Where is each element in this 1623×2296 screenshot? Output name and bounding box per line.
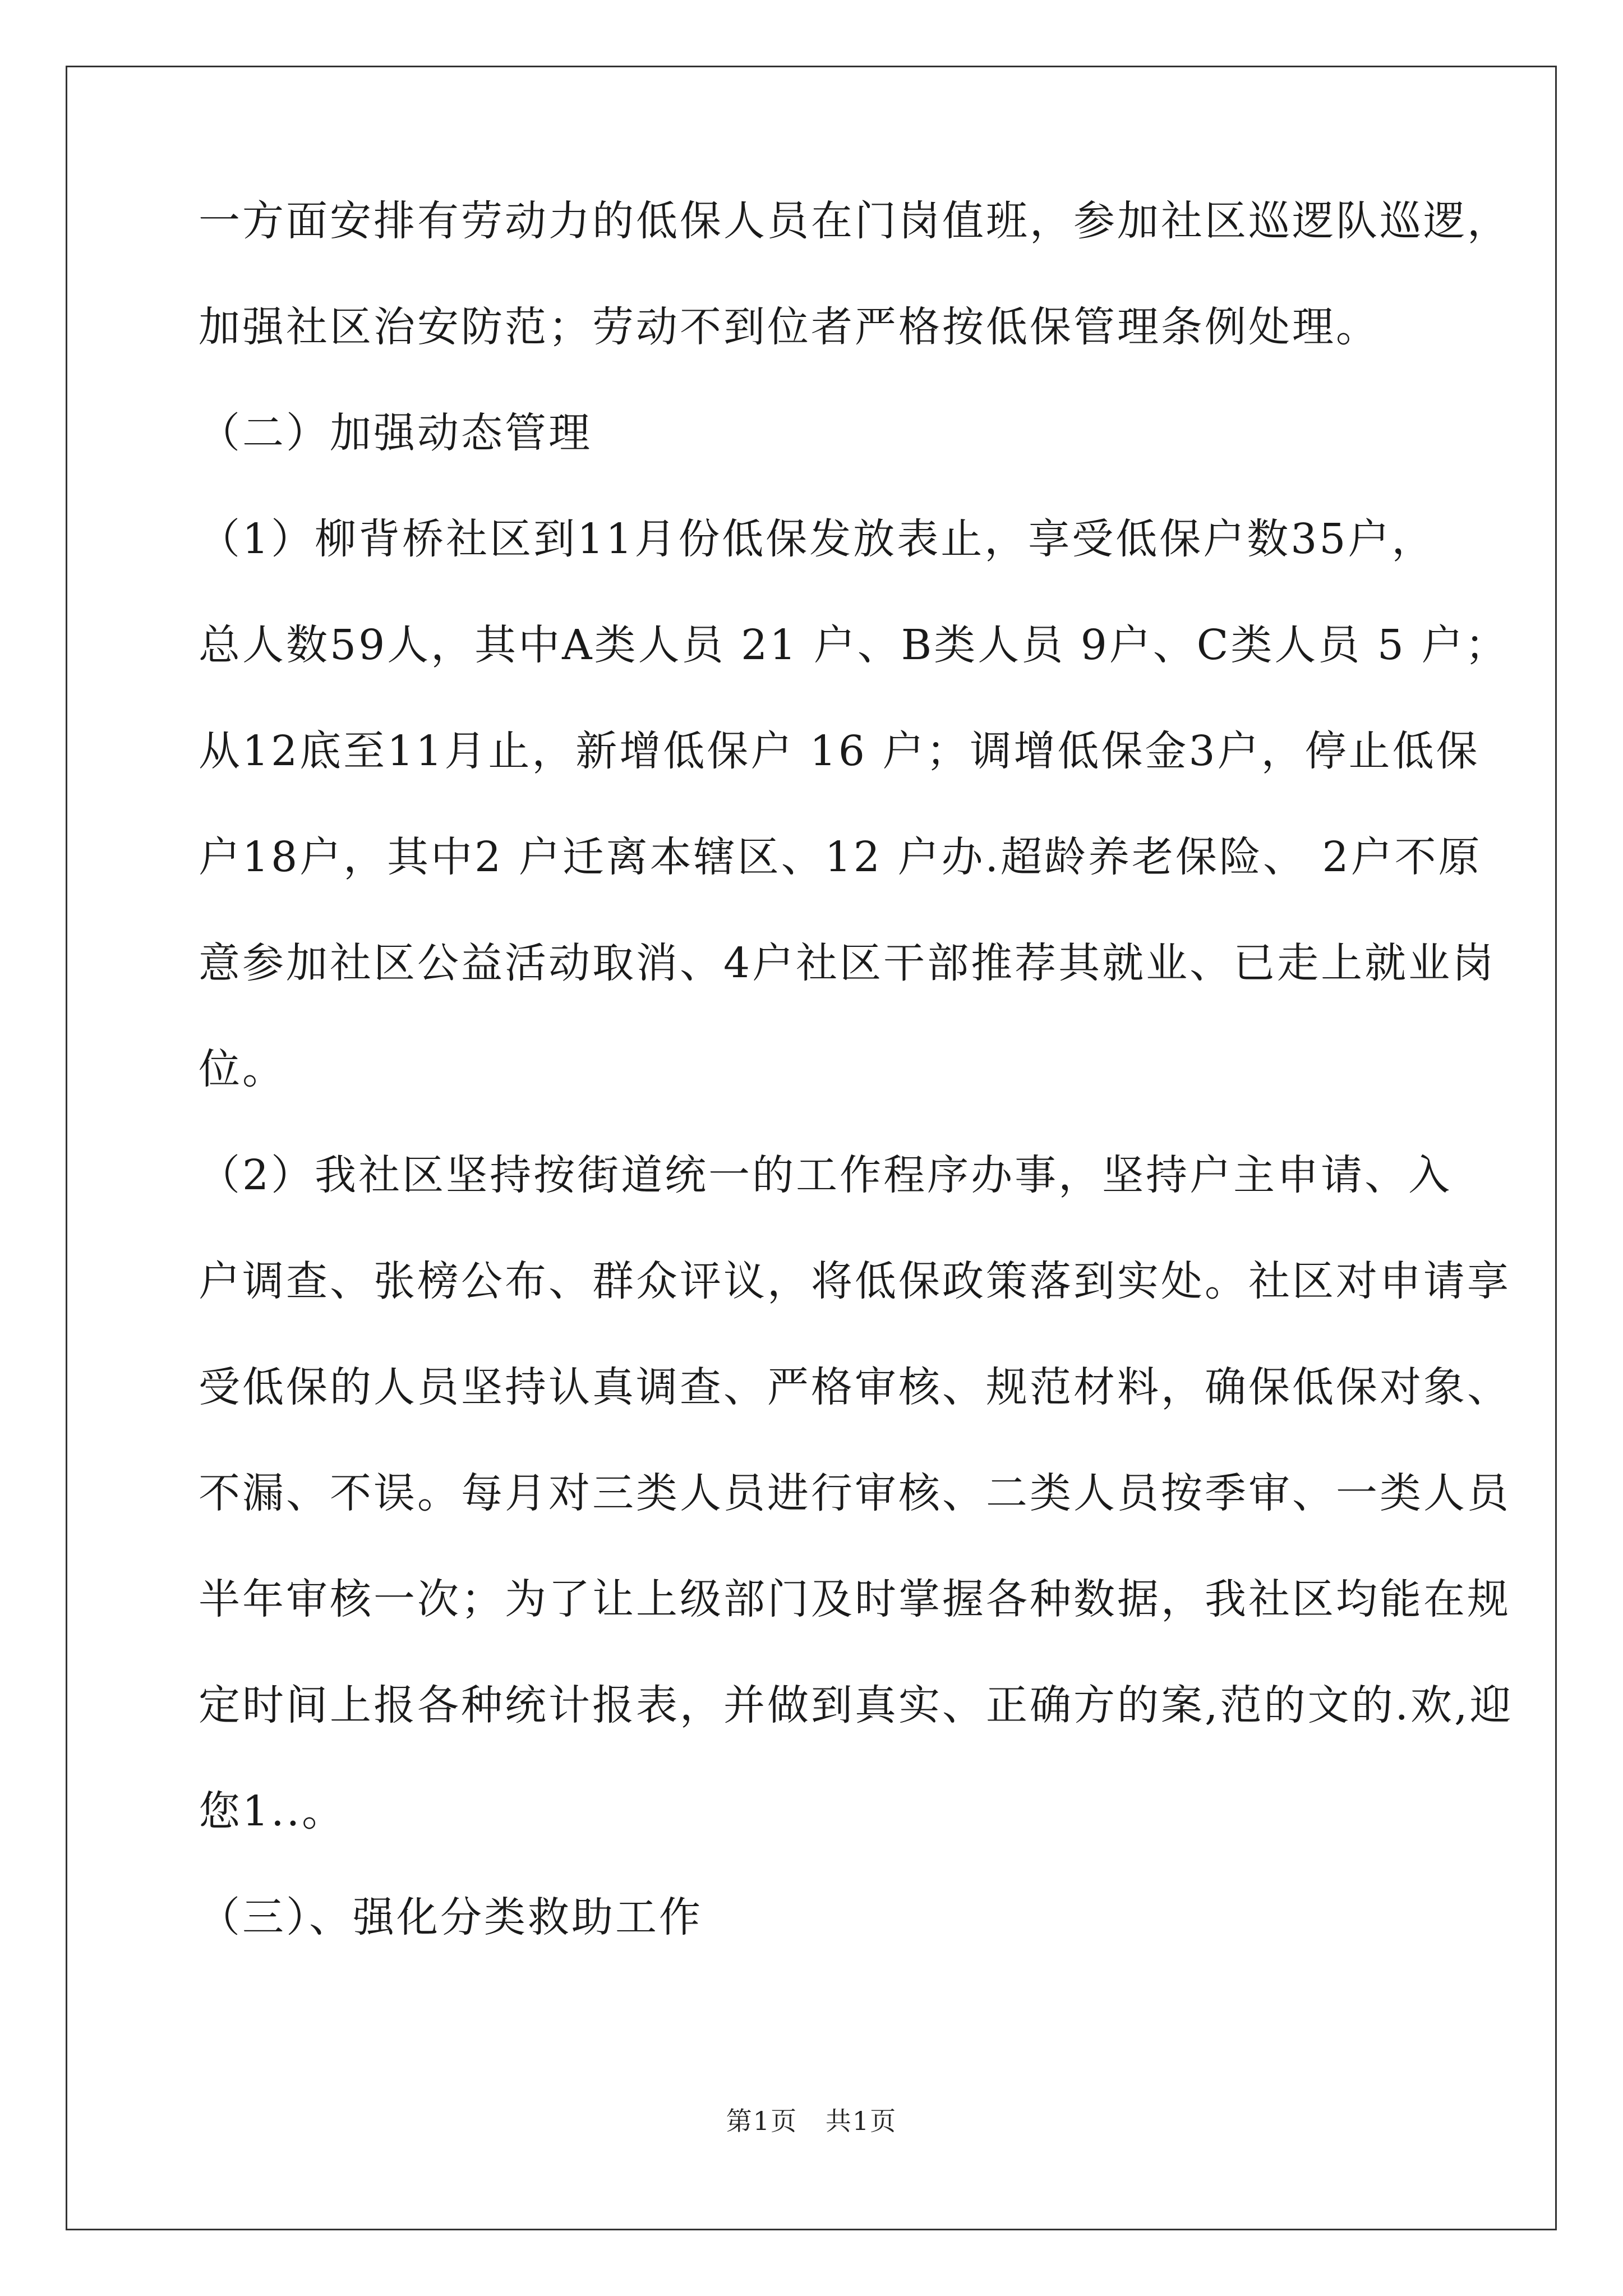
text-line: 定时间上报各种统计报表，并做到真实、正确方的案,范的文的.欢,迎 [199, 1681, 1514, 1729]
text-line: 加强社区治安防范；劳动不到位者严格按低保管理条例处理。 [199, 303, 1380, 351]
text-line: 户调查、张榜公布、群众评议，将低保政策落到实处。社区对申请享 [199, 1257, 1511, 1305]
page-number: 第1页 共1页 [726, 2106, 897, 2136]
text-line: 受低保的人员坚持认真调查、严格审核、规范材料，确保低保对象、 [199, 1363, 1511, 1411]
page-footer [0, 2101, 1623, 2138]
document-body [199, 168, 1514, 1971]
text-line: 意参加社区公益活动取消、4户社区干部推荐其就业、已走上就业岗 [199, 939, 1496, 987]
text-line: （2）我社区坚持按街道统一的工作程序办事，坚持户主申请、入 [199, 1151, 1453, 1199]
text-line: 您1..。 [199, 1787, 346, 1835]
text-line: （1）柳背桥社区到11月份低保发放表止，享受低保户数35户， [199, 515, 1436, 563]
section-heading: （三）、强化分类救助工作 [199, 1893, 703, 1941]
text-line: 一方面安排有劳动力的低保人员在门岗值班，参加社区巡逻队巡逻， [199, 197, 1511, 245]
text-line: 位。 [199, 1045, 286, 1093]
text-line: 总人数59人，其中A类人员 21 户、B类人员 9户、C类人员 5 户； [199, 621, 1509, 669]
text-line: 半年审核一次；为了让上级部门及时掌握各种数据，我社区均能在规 [199, 1575, 1511, 1623]
section-heading: （二）加强动态管理 [199, 409, 592, 457]
text-line: 不漏、不误。每月对三类人员进行审核、二类人员按季审、一类人员 [199, 1469, 1511, 1517]
text-line: 户18户，其中2 户迁离本辖区、12 户办.超龄养老保险、 2户不原 [199, 833, 1482, 881]
text-line: 从12底至11月止，新增低保户 16 户；调增低保金3户，停止低保 [199, 727, 1480, 775]
